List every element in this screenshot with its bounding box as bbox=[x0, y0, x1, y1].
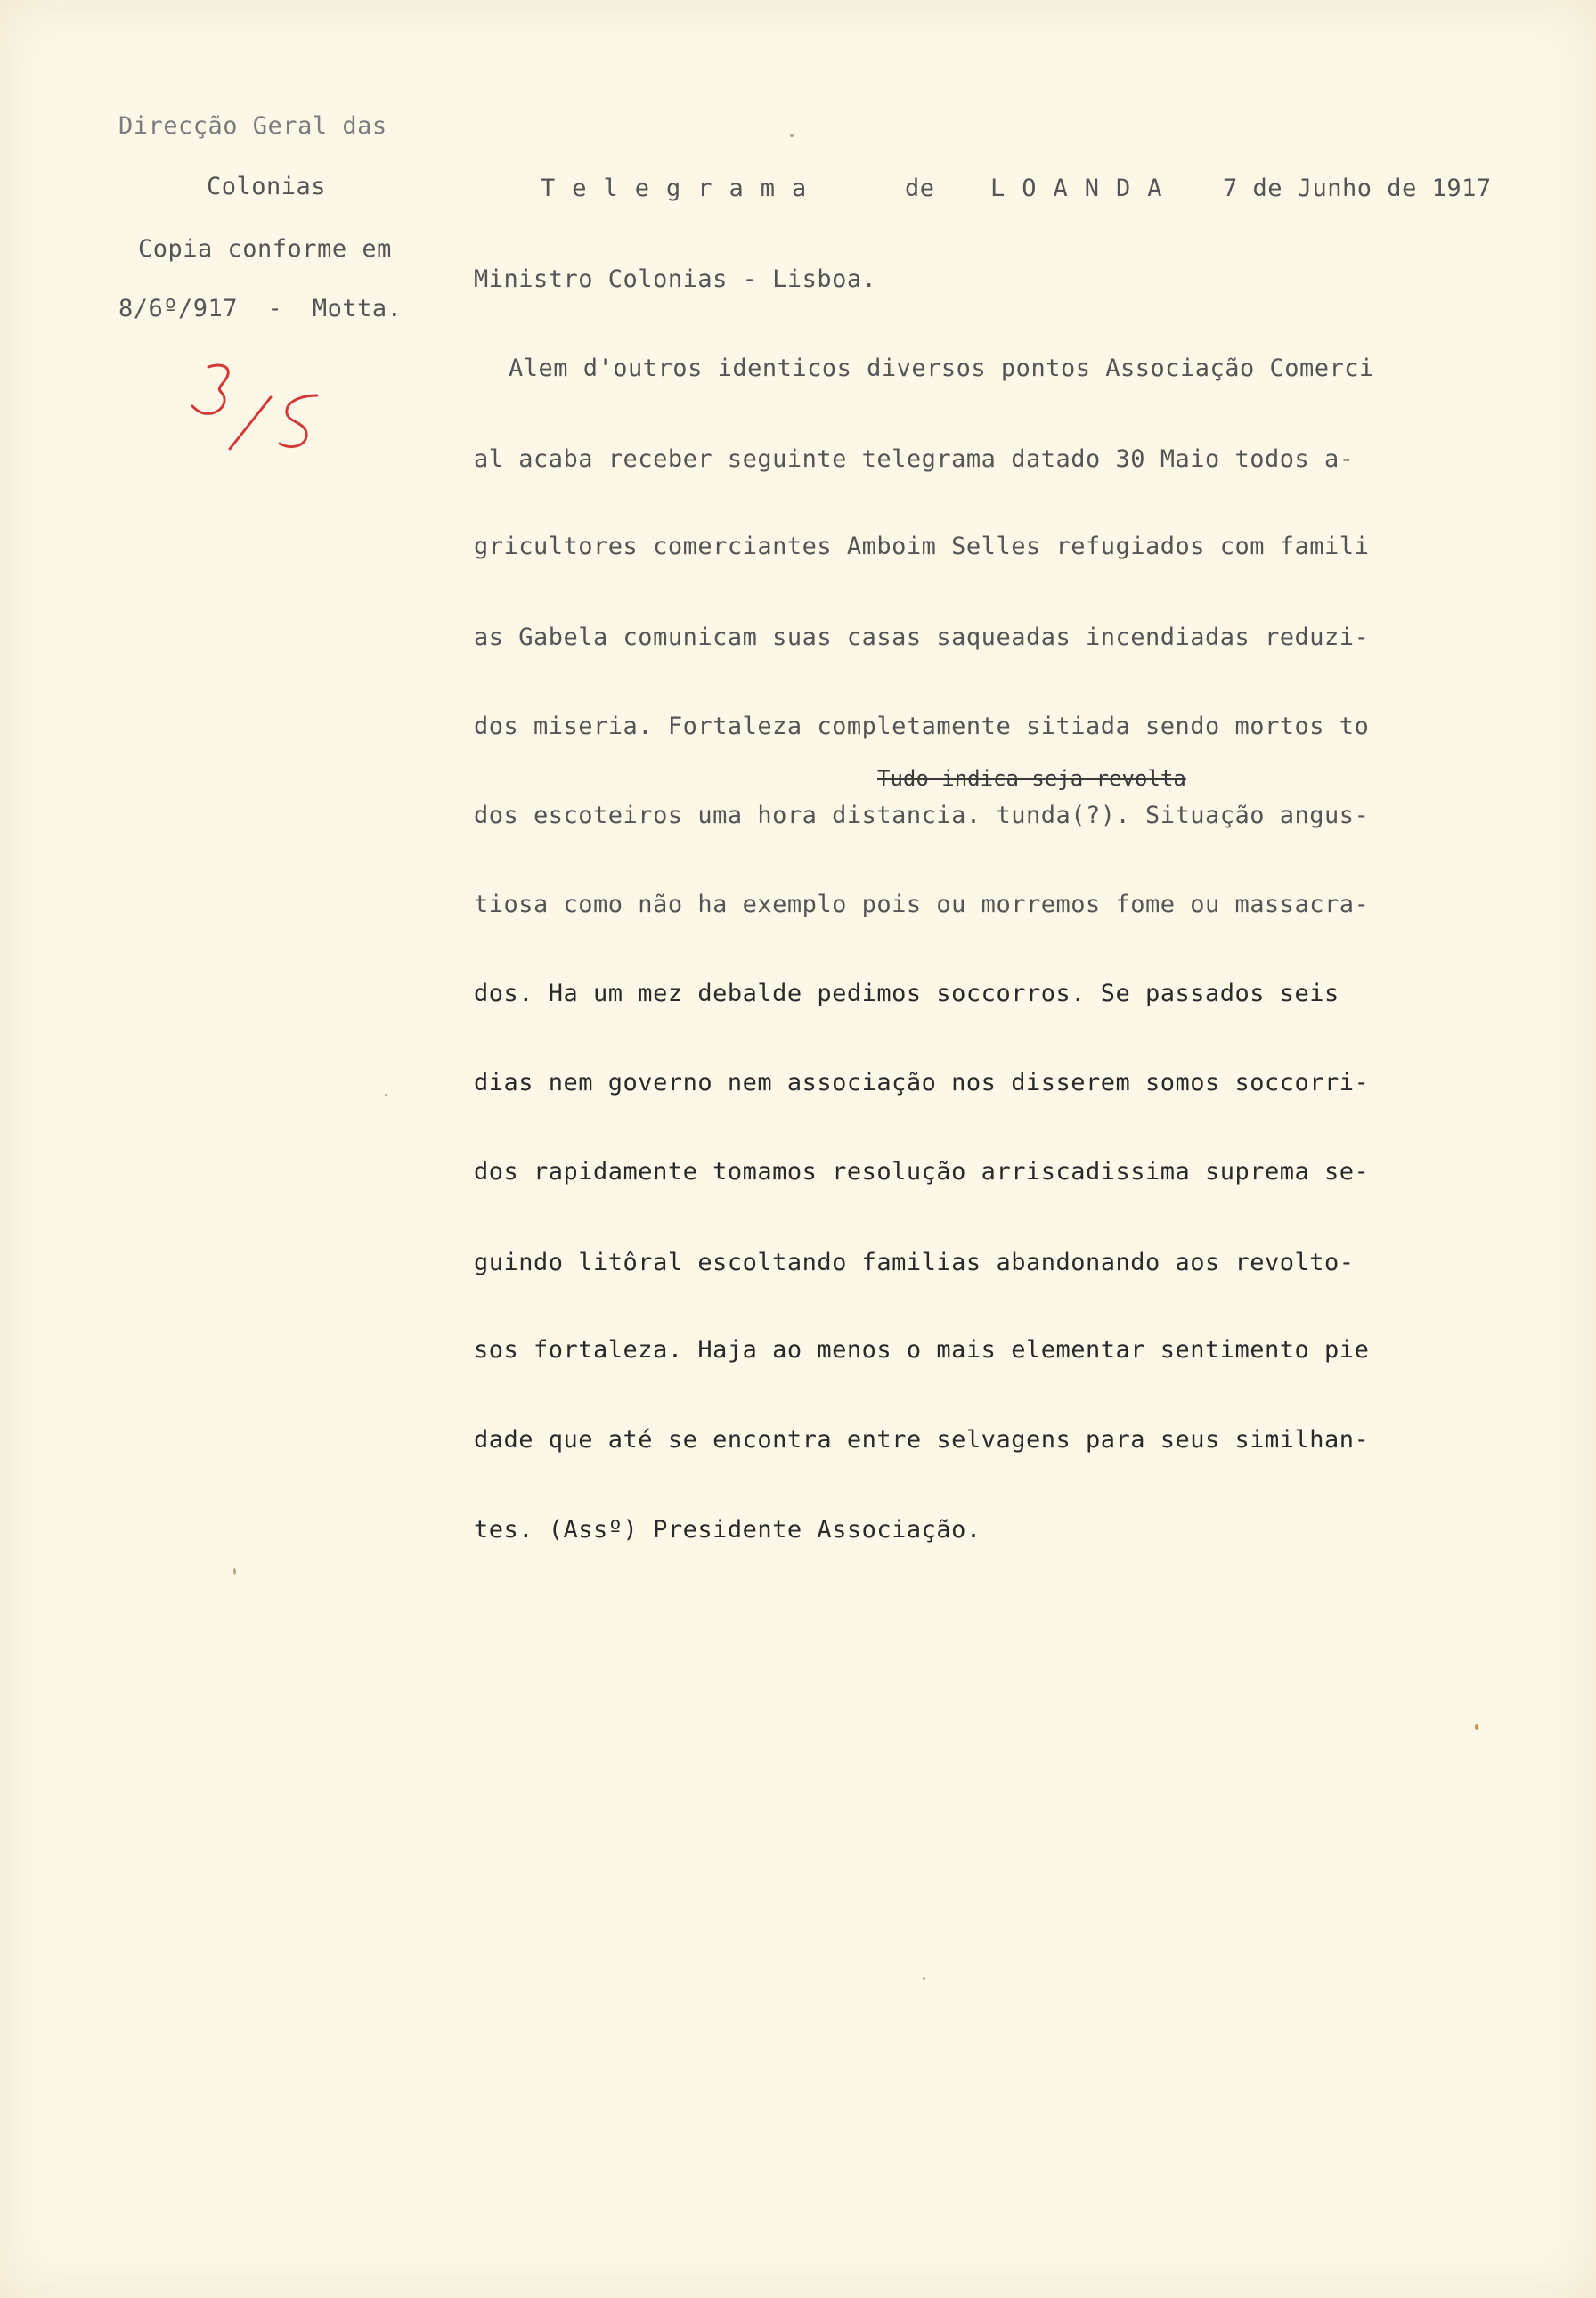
margin-note-line-3: Copia conforme em bbox=[138, 235, 392, 263]
body-line: dos rapidamente tomamos resolução arriscadissima suprema se- bbox=[474, 1158, 1370, 1186]
body-line: guindo litôral escoltando familias abandonando aos revolto- bbox=[474, 1249, 1355, 1276]
body-line: gricultores comerciantes Amboim Selles refugiados com famili bbox=[474, 533, 1370, 560]
margin-note-line-4: 8/6º/917 - Motta. bbox=[118, 295, 403, 322]
body-line: Alem d'outros identicos diversos pontos Associação Comerci bbox=[509, 354, 1374, 382]
body-line: sos fortaleza. Haja ao menos o mais elementar sentimento pie bbox=[474, 1336, 1370, 1364]
addressee: Ministro Colonias - Lisboa. bbox=[474, 265, 877, 293]
body-line: al acaba receber seguinte telegrama datado 30 Maio todos a- bbox=[474, 445, 1355, 473]
heading-place: LOANDA bbox=[990, 175, 1179, 202]
paper-speck bbox=[1475, 1724, 1478, 1730]
heading-date: 7 de Junho de 1917 bbox=[1223, 175, 1492, 202]
paper-speck bbox=[790, 134, 794, 137]
margin-note-line-1: Direcção Geral das bbox=[118, 112, 387, 140]
body-line: dos escoteiros uma hora distancia. tunda(?). Situação angus- bbox=[474, 802, 1370, 829]
body-line: as Gabela comunicam suas casas saqueadas incendiadas reduzi- bbox=[474, 623, 1370, 651]
paper-speck bbox=[385, 1094, 387, 1096]
body-line: dos miseria. Fortaleza completamente sitiada sendo mortos to bbox=[474, 713, 1370, 740]
struck-insertion: Tudo indica seja revolta bbox=[877, 766, 1186, 791]
handwritten-reference-mark bbox=[166, 356, 335, 454]
telegram-word: Telegrama bbox=[541, 175, 824, 202]
heading-de: de bbox=[905, 175, 935, 202]
body-line: tes. (Assº) Presidente Associação. bbox=[474, 1516, 981, 1544]
margin-note-line-2: Colonias bbox=[207, 173, 327, 200]
body-line: dade que até se encontra entre selvagens para seus similhan- bbox=[474, 1426, 1370, 1454]
body-line: dias nem governo nem associação nos disserem somos soccorri- bbox=[474, 1069, 1370, 1096]
paper-speck bbox=[233, 1568, 236, 1575]
body-line: dos. Ha um mez debalde pedimos soccorros. Se passados seis bbox=[474, 980, 1340, 1007]
paper-speck bbox=[923, 1977, 925, 1980]
body-line: tiosa como não ha exemplo pois ou morremos fome ou massacra- bbox=[474, 891, 1370, 918]
